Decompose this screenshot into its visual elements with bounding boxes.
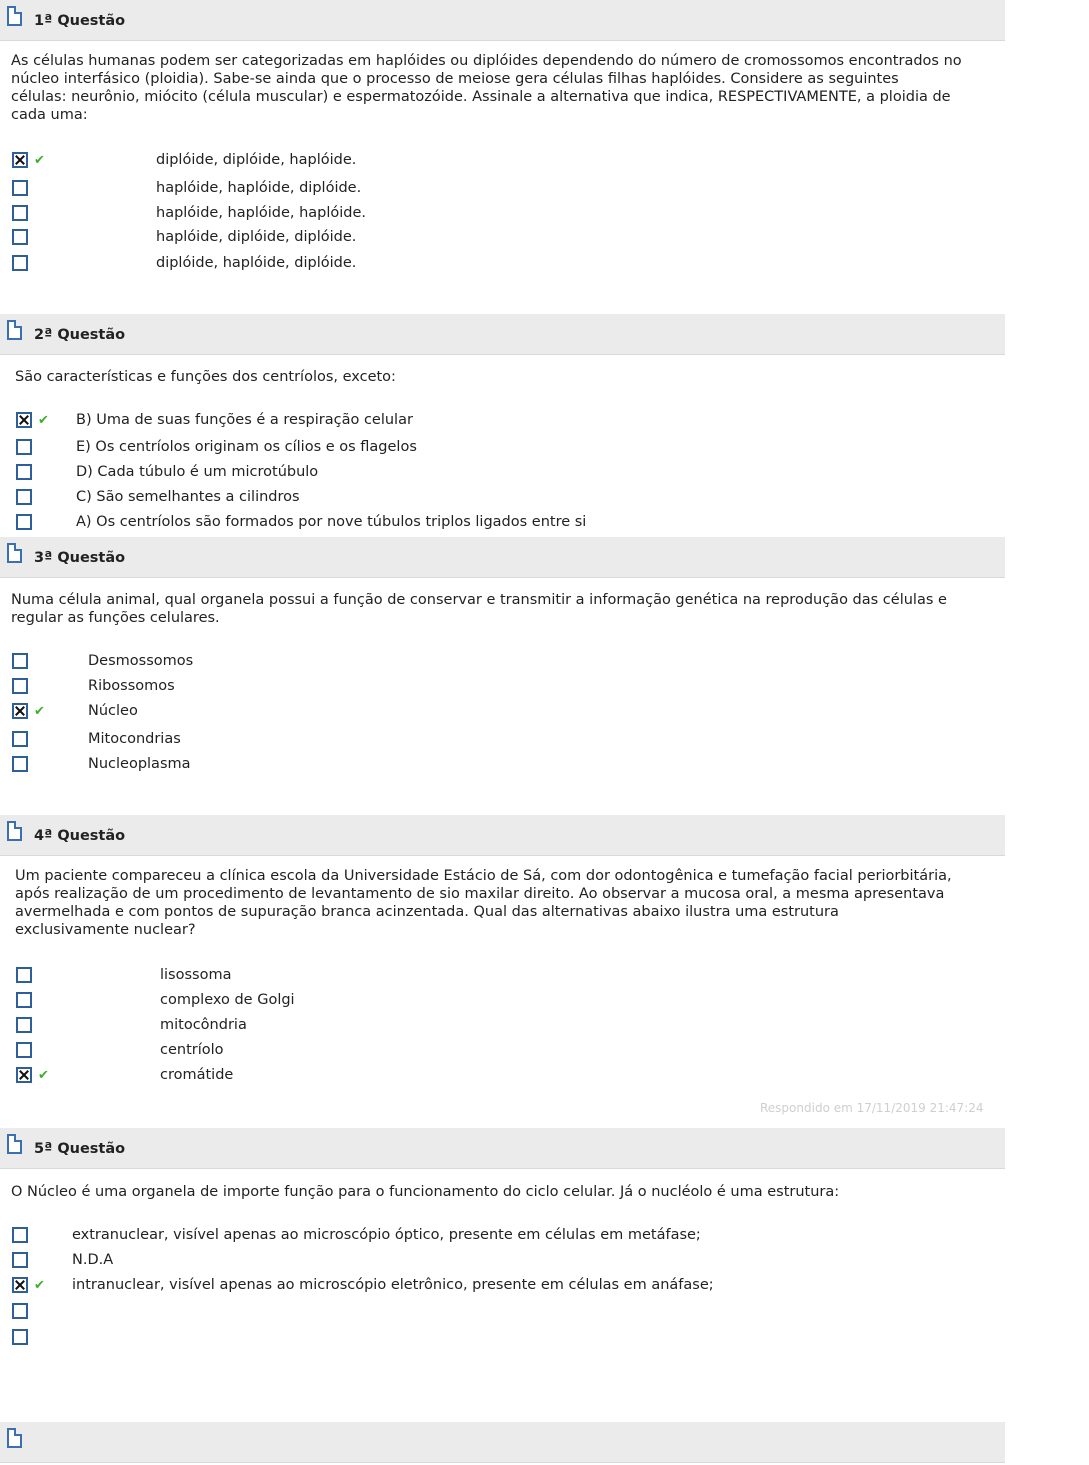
option-text: Ribossomos — [88, 678, 175, 694]
checkmark-icon: ✔ — [34, 1278, 45, 1293]
checkbox-icon[interactable] — [16, 489, 32, 505]
checkbox-icon[interactable] — [12, 653, 28, 669]
checkbox-icon[interactable] — [16, 1042, 32, 1058]
checkbox-icon[interactable] — [12, 255, 28, 271]
question-header-5 — [0, 1128, 1005, 1169]
option-text: diplóide, haplóide, diplóide. — [156, 255, 357, 271]
question-statement: As células humanas podem ser categorizadas em haplóides ou diplóides dependendo do número de cromossomos encontrados no núcleo interfásico (ploidia). Sabe-se ainda que o processo de meiose gera células filhas haplóides. Considere as seguintes células: neurônio, miócito (célula muscular) e espermatozóide. Assinale a alternativa que indica, RESPECTIVAMENTE, a ploidia de cada uma: — [11, 53, 962, 123]
question-header-4 — [0, 815, 1005, 856]
option-text: Núcleo — [88, 703, 138, 719]
checkmark-icon: ✔ — [34, 704, 45, 719]
checkbox-icon[interactable] — [16, 992, 32, 1008]
document-icon — [7, 320, 22, 340]
option-text: haplóide, haplóide, haplóide. — [156, 205, 367, 221]
option-text: complexo de Golgi — [160, 992, 295, 1008]
document-icon — [7, 1134, 22, 1154]
document-icon — [7, 821, 22, 841]
checkbox-checked-icon[interactable] — [12, 152, 28, 168]
checkbox-icon[interactable] — [16, 1017, 32, 1033]
option-text: Nucleoplasma — [88, 756, 191, 772]
option-text: C) São semelhantes a cilindros — [76, 489, 300, 505]
question-statement: São características e funções dos centríolos, exceto: — [15, 369, 396, 385]
question-statement: Um paciente compareceu a clínica escola da Universidade Estácio de Sá, com dor odontogênica e tumefação facial periorbitária, após realização de um procedimento de levantamento de sio maxilar direito. Ao observar a mucosa oral, a mesma apresentava avermelhada e com pontos de supuração branca acinzentada. Qual das alternativas abaixo ilustra uma estrutura exclusivamente nuclear? — [15, 868, 952, 938]
checkmark-icon: ✔ — [34, 153, 45, 168]
checkbox-icon[interactable] — [12, 1227, 28, 1243]
option-text: haplóide, diplóide, diplóide. — [156, 229, 357, 245]
option-text: extranuclear, visível apenas ao microscópio óptico, presente em células em metáfase; — [72, 1227, 701, 1243]
question-header-6 — [0, 1422, 1005, 1463]
option-text: N.D.A — [72, 1252, 114, 1268]
option-text: centríolo — [160, 1042, 224, 1058]
question-statement: Numa célula animal, qual organela possui a função de conservar e transmitir a informação genética na reprodução das células e regular as funções celulares. — [11, 592, 947, 626]
checkmark-icon: ✔ — [38, 413, 49, 428]
document-icon — [7, 6, 22, 26]
checkbox-icon[interactable] — [12, 205, 28, 221]
checkbox-checked-icon[interactable] — [12, 1277, 28, 1293]
checkbox-icon[interactable] — [12, 731, 28, 747]
checkbox-checked-icon[interactable] — [16, 412, 32, 428]
question-title: 3ª Questão — [34, 550, 126, 566]
checkbox-icon[interactable] — [12, 1329, 28, 1345]
checkbox-icon[interactable] — [12, 756, 28, 772]
question-title: 2ª Questão — [34, 327, 126, 343]
question-title: 5ª Questão — [34, 1141, 126, 1157]
option-text: B) Uma de suas funções é a respiração celular — [76, 412, 413, 428]
option-text: intranuclear, visível apenas ao microscópio eletrônico, presente em células em anáfase; — [72, 1277, 714, 1293]
checkbox-icon[interactable] — [12, 229, 28, 245]
option-text: Mitocondrias — [88, 731, 181, 747]
option-text: haplóide, haplóide, diplóide. — [156, 180, 362, 196]
option-text: cromátide — [160, 1067, 234, 1083]
option-text: D) Cada túbulo é um microtúbulo — [76, 464, 319, 480]
answered-timestamp: Respondido em 17/11/2019 21:47:24 — [760, 1101, 984, 1115]
option-text: lisossoma — [160, 967, 232, 983]
question-title: 4ª Questão — [34, 828, 126, 844]
checkbox-icon[interactable] — [12, 678, 28, 694]
option-text: Desmossomos — [88, 653, 194, 669]
question-header-1 — [0, 0, 1005, 41]
option-text: A) Os centríolos são formados por nove túbulos triplos ligados entre si — [76, 514, 587, 530]
checkbox-icon[interactable] — [16, 464, 32, 480]
option-text: diplóide, diplóide, haplóide. — [156, 152, 357, 168]
checkbox-checked-icon[interactable] — [12, 703, 28, 719]
checkbox-icon[interactable] — [16, 439, 32, 455]
checkbox-checked-icon[interactable] — [16, 1067, 32, 1083]
checkbox-icon[interactable] — [16, 967, 32, 983]
option-text: mitocôndria — [160, 1017, 247, 1033]
checkmark-icon: ✔ — [38, 1068, 49, 1083]
document-icon — [7, 1428, 22, 1448]
question-statement: O Núcleo é uma organela de importe função para o funcionamento do ciclo celular. Já o nucléolo é uma estrutura: — [11, 1184, 840, 1200]
checkbox-icon[interactable] — [12, 180, 28, 196]
option-text: E) Os centríolos originam os cílios e os flagelos — [76, 439, 417, 455]
document-icon — [7, 543, 22, 563]
question-header-2 — [0, 314, 1005, 355]
question-title: 1ª Questão — [34, 13, 126, 29]
checkbox-icon[interactable] — [12, 1303, 28, 1319]
checkbox-icon[interactable] — [16, 514, 32, 530]
checkbox-icon[interactable] — [12, 1252, 28, 1268]
question-header-3 — [0, 537, 1005, 578]
